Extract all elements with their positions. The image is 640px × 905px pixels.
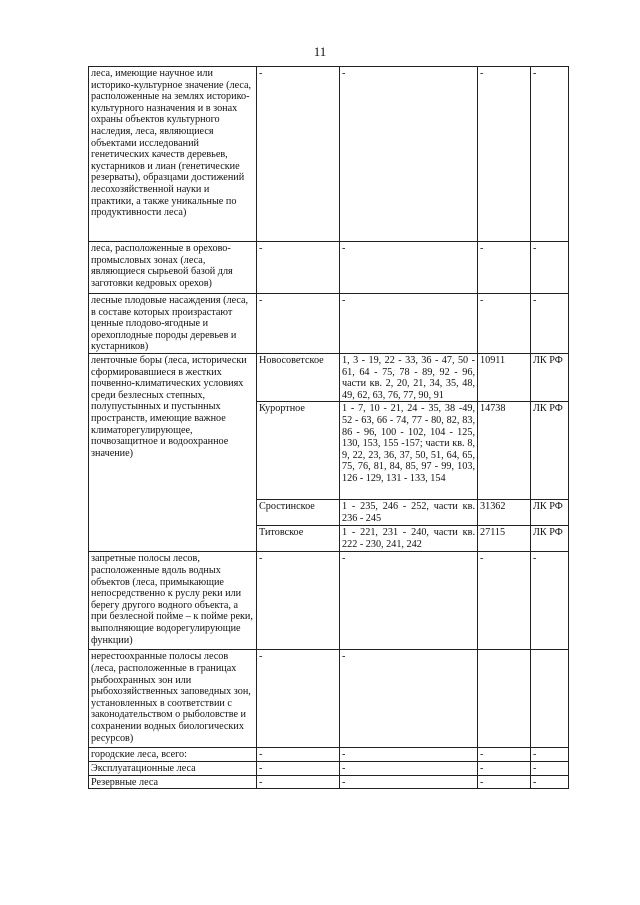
basis-cell: ЛК РФ <box>531 402 569 500</box>
table-row <box>89 552 569 650</box>
area-cell: - <box>478 761 531 775</box>
basis-cell: - <box>531 552 569 650</box>
forestry-cell: - <box>257 294 340 354</box>
forestry-cell: Титовское <box>257 526 340 552</box>
area-cell: - <box>478 552 531 650</box>
forestry-cell: Курортное <box>257 402 340 500</box>
area-cell: 14738 <box>478 402 531 500</box>
quarters-cell: - <box>340 775 478 789</box>
basis-cell: ЛК РФ <box>531 526 569 552</box>
quarters-cell: - <box>340 67 478 242</box>
quarters-cell: - <box>340 650 478 748</box>
quarters-cell: - <box>340 242 478 294</box>
table-row <box>89 775 569 789</box>
category-cell: Эксплуатационные леса <box>89 761 257 775</box>
quarters-cell: - <box>340 294 478 354</box>
area-cell: 10911 <box>478 353 531 401</box>
quarters-cell: - <box>340 552 478 650</box>
category-cell: нерестоохранные полосы лесов (леса, расположенные в границах рыбоохранных зон или рыбохозяйственных заповедных зон, установленных в соответствии с законодательством о рыболовстве и сохранении водных биологических ресурсов) <box>89 650 257 748</box>
forestry-cell: - <box>257 242 340 294</box>
quarters-cell: 1 - 7, 10 - 21, 24 - 35, 38 -49, 52 - 63, 66 - 74, 77 - 80, 82, 83, 86 - 96, 100 - 102, 104 - 125, 130, 153, 155 -157; части кв. 8, 9, 22, 23, 36, 37, 50, 51, 64, 65, 75, 76, 81, 84, 85, 97 - 99, 103, 126 - 129, 131 - 133, 154 <box>340 402 478 500</box>
area-cell: - <box>478 242 531 294</box>
area-cell: - <box>478 294 531 354</box>
table-row <box>89 294 569 354</box>
category-cell: городские леса, всего: <box>89 748 257 762</box>
forestry-cell: - <box>257 650 340 748</box>
basis-cell: - <box>531 67 569 242</box>
quarters-cell: 1 - 221, 231 - 240, части кв. 222 - 230, 241, 242 <box>340 526 478 552</box>
basis-cell: - <box>531 242 569 294</box>
forestry-cell: Сростинское <box>257 500 340 526</box>
category-cell: запретные полосы лесов, расположенные вдоль водных объектов (леса, примыкающие непосредственно к руслу реки или берегу другого водного объекта, а при безлесной пойме – к пойме реки, выполняющие водорегулирующие функции) <box>89 552 257 650</box>
basis-cell: - <box>531 294 569 354</box>
table-row <box>89 67 569 242</box>
category-cell: лесные плодовые насаждения (леса, в составе которых произрастают ценные плодово-ягодные и орехоплодные породы деревьев и кустарников) <box>89 294 257 354</box>
basis-cell: ЛК РФ <box>531 500 569 526</box>
table-row <box>89 650 569 748</box>
basis-cell: - <box>531 761 569 775</box>
quarters-cell: - <box>340 748 478 762</box>
area-cell <box>478 650 531 748</box>
table-row <box>89 242 569 294</box>
category-cell: леса, имеющие научное или историко-культурное значение (леса, расположенные на землях историко-культурного назначения и в зонах охраны объектов культурного наследия, леса, являющиеся объектами исследований генетических качеств деревьев, кустарников и лиан (генетические резерваты), образцами достижений лесохозяйственной науки и практики, а также уникальные по продуктивности леса) <box>89 67 257 242</box>
table-row <box>89 353 569 401</box>
area-cell: - <box>478 67 531 242</box>
forest-protection-table <box>88 66 569 789</box>
quarters-cell: 1, 3 - 19, 22 - 33, 36 - 47, 50 - 61, 64 - 75, 78 - 89, 92 - 96, части кв. 2, 20, 21, 34, 35, 48, 49, 62, 63, 76, 77, 90, 91 <box>340 353 478 401</box>
forestry-cell: - <box>257 775 340 789</box>
category-cell: леса, расположенные в орехово-промысловых зонах (леса, являющиеся сырьевой базой для заготовки кедровых орехов) <box>89 242 257 294</box>
quarters-cell: - <box>340 761 478 775</box>
page-number: 11 <box>313 44 327 59</box>
area-cell: - <box>478 748 531 762</box>
quarters-cell: 1 - 235, 246 - 252, части кв. 236 - 245 <box>340 500 478 526</box>
table-row <box>89 748 569 762</box>
basis-cell: ЛК РФ <box>531 353 569 401</box>
forestry-cell: - <box>257 761 340 775</box>
area-cell: - <box>478 775 531 789</box>
category-cell: Резервные леса <box>89 775 257 789</box>
area-cell: 31362 <box>478 500 531 526</box>
table-row <box>89 761 569 775</box>
forestry-cell: - <box>257 67 340 242</box>
basis-cell: - <box>531 775 569 789</box>
category-cell: ленточные боры (леса, исторически сформировавшиеся в жестких почвенно-климатических условиях среди безлесных степных, полупустынных и пустынных пространств, имеющие важное климаторегулирующее, почвозащитное и водоохранное значение) <box>89 353 257 551</box>
forestry-cell: - <box>257 552 340 650</box>
basis-cell: - <box>531 748 569 762</box>
forestry-cell: Новосоветское <box>257 353 340 401</box>
area-cell: 27115 <box>478 526 531 552</box>
basis-cell <box>531 650 569 748</box>
forestry-cell: - <box>257 748 340 762</box>
